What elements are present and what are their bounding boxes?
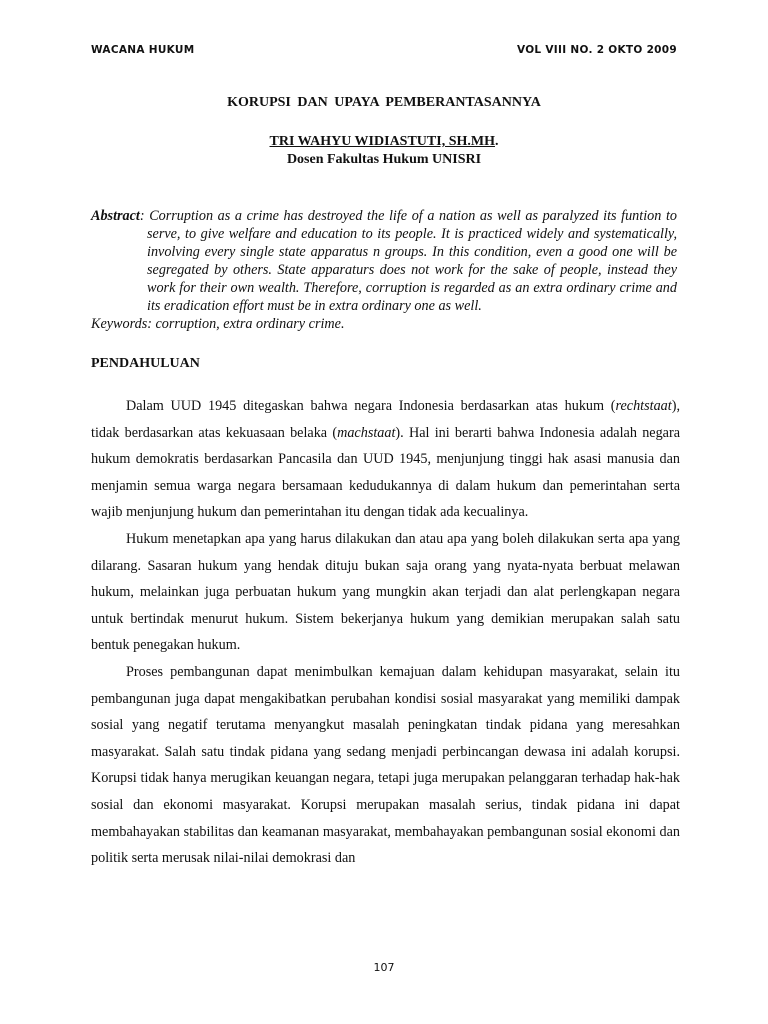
paragraph-3: Proses pembangunan dapat menimbulkan kemajuan dalam kehidupan masyarakat, selain itu pembangunan juga dapat mengakibatkan perubahan kondisi sosial masyarakat yang memiliki dampak sosial yang negatif terutama menyangkut masalah peningkatan tindak pidana yang meresahkan masyarakat. Salah satu tindak pidana yang sedang menjadi perbincangan dewasa ini adalah korupsi. Korupsi tidak hanya merugikan keuangan negara, tetapi juga merupakan pelanggaran terhadap hak-hak sosial dan ekonomi masyarakat. Korupsi merupakan masalah serius, tindak pidana ini dapat membahayakan stabilitas dan keamanan masyarakat, membahayakan pembangunan sosial ekonomi dan politik serta merusak nilai-nilai demokrasi dan bbox=[91, 663, 680, 867]
keywords: Keywords: corruption, extra ordinary crime. bbox=[91, 316, 345, 332]
paragraph-1-part-b: ), tidak berdasarkan atas kekuasaan belaka ( bbox=[91, 398, 680, 441]
article-title: KORUPSI DAN UPAYA PEMBERANTASANNYA bbox=[227, 95, 541, 110]
journal-name: WACANA HUKUM bbox=[91, 44, 195, 56]
page-number: 107 bbox=[373, 961, 395, 974]
author-name: TRI WAHYU WIDIASTUTI, SH.MH bbox=[269, 134, 495, 149]
volume-issue: VOL VIII NO. 2 OKTO 2009 bbox=[516, 44, 677, 56]
author-line bbox=[91, 133, 677, 151]
paragraph-2: Hukum menetapkan apa yang harus dilakukan dan atau apa yang boleh dilakukan serta apa yang dilarang. Sasaran hukum yang hendak dituju bukan saja orang yang nyata-nyata berbuat melawan hukum, melainkan juga perbuatan hukum yang mungkin akan terjadi dan alat perlengkapan negara untuk bertindak menurut hukum. Sistem bekerjanya hukum yang demikian merupakan salah satu bentuk penegakan hukum. bbox=[91, 530, 680, 654]
abstract-label: Abstract bbox=[91, 208, 140, 224]
paragraph-1 bbox=[91, 393, 680, 526]
title-block bbox=[91, 94, 677, 169]
author-period: . bbox=[494, 134, 499, 149]
abstract bbox=[91, 207, 677, 333]
paragraph-1-part-a: Dalam UUD 1945 ditegaskan bahwa negara Indonesia berdasarkan atas hukum ( bbox=[126, 398, 616, 414]
running-header bbox=[91, 44, 677, 60]
abstract-text: : Corruption as a crime has destroyed the life of a nation as well as paralyzed its funtion to serve, to give welfare and education to its people. It is practiced widely and systematically, involving every single state apparatus n groups. In this condition, even a good one will be segregated by others. State apparaturs does not work for the sake of people, instead they work for their own wealth. Therefore, corruption is regarded as an extra ordinary crime and its eradication effort must be in extra ordinary one as well. bbox=[139, 208, 677, 314]
term-rechtstaat: rechtstaat bbox=[615, 398, 672, 414]
body-text bbox=[91, 393, 680, 872]
section-heading: PENDAHULUAN bbox=[91, 356, 200, 371]
author-affiliation: Dosen Fakultas Hukum UNISRI bbox=[286, 152, 482, 167]
abstract-paragraph bbox=[91, 207, 677, 315]
term-machstaat: machstaat bbox=[337, 424, 396, 441]
paragraph-1-part-c: ). Hal ini berarti bahwa Indonesia adalah negara hukum demokratis berdasarkan Pancasila dan UUD 1945, menjunjung tinggi hak asasi manusia dan menjamin semua warga negara bersamaan kedudukannya di dalam hukum dan pemerintahan serta wajib menjunjung hukum dan pemerintahan itu dengan tidak ada kecualinya. bbox=[91, 424, 680, 521]
